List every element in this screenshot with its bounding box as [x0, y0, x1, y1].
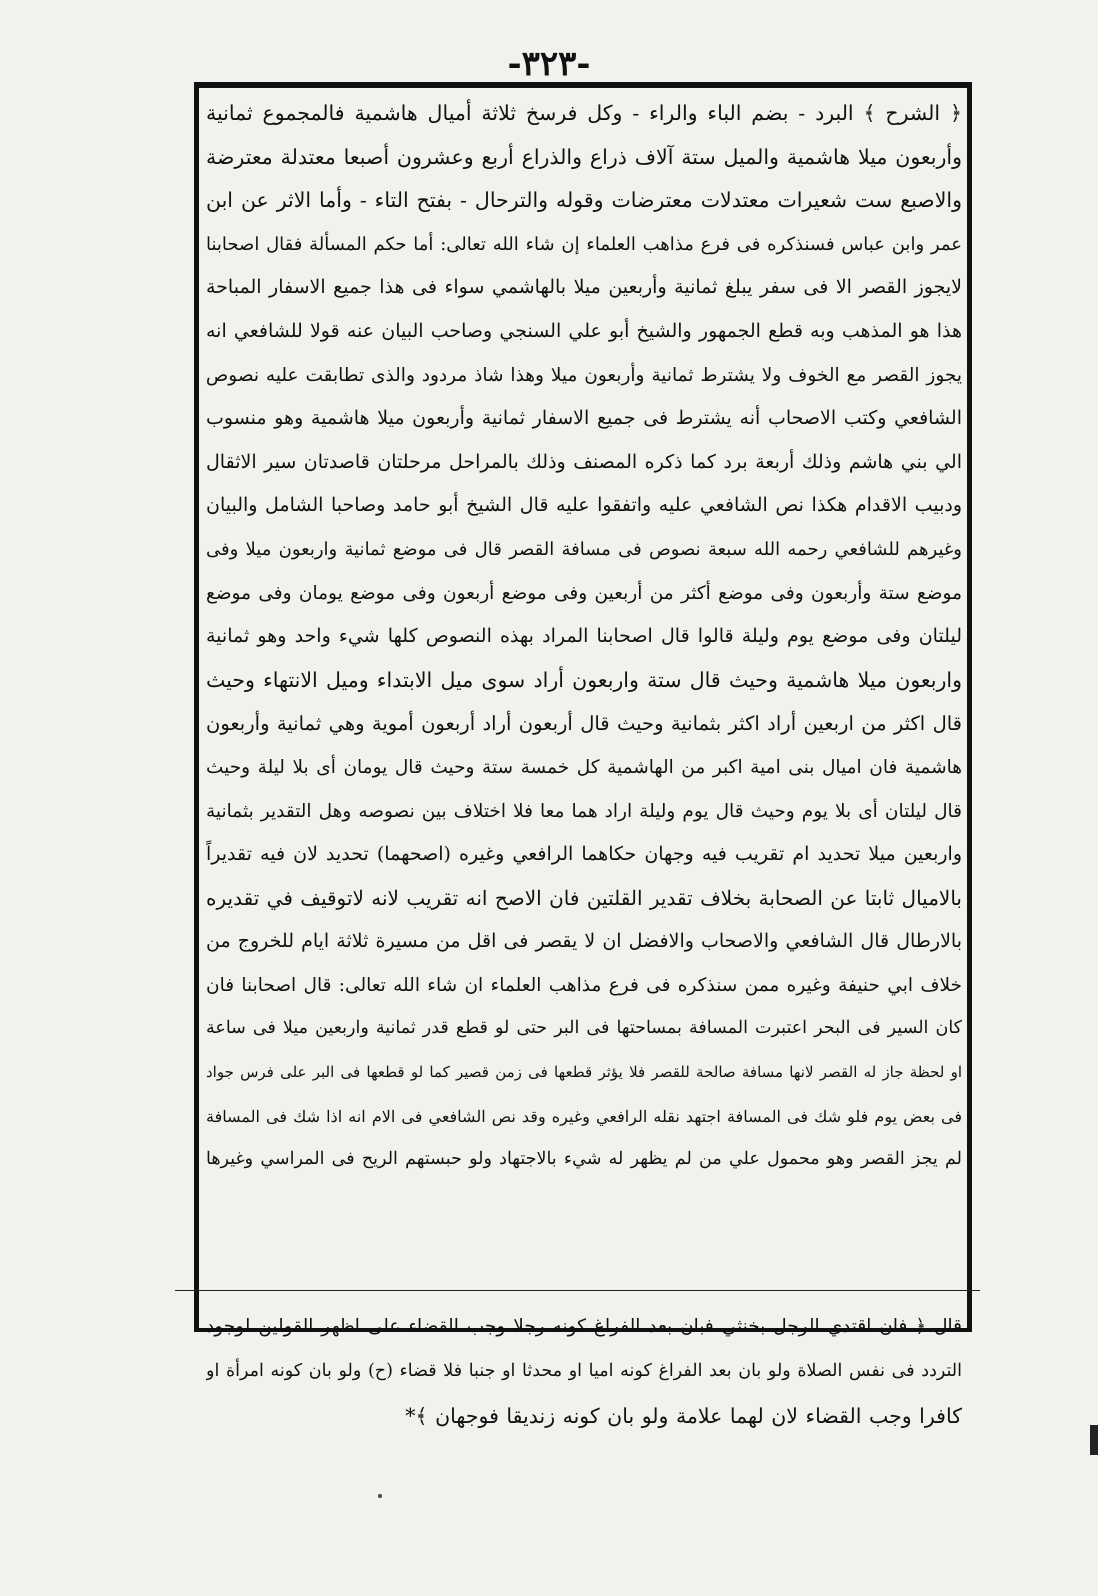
commentary-line: الي بني هاشم وذلك أربعة برد كما ذكره المصنف وذلك بالمراحل مرحلتان قاصدتان سير الاثقال: [206, 450, 962, 473]
commentary-line: يجوز القصر مع الخوف ولا يشترط ثمانية وأربعون ميلا وهذا شاذ مردود والذى تطابقت عليه نصوص: [206, 364, 962, 386]
commentary-line: هاشمية فان اميال بنى امية اكبر من الهاشمية كل خمسة ستة وحيث قال يومان أى بلا ليلة وحيث: [206, 756, 962, 778]
commentary-line: ﴿ الشرح ﴾ البرد - بضم الباء والراء - وكل فرسخ ثلاثة أميال هاشمية فالمجموع ثمانية: [206, 101, 962, 125]
matn-line: كافرا وجب القضاء لان لهما علامة ولو بان كونه زنديقا فوجهان ﴾*: [405, 1404, 962, 1428]
commentary-line: واربعون ميلا هاشمية وحيث قال ستة واربعون أراد سوى ميل الابتداء وميل الانتهاء وحيث: [206, 667, 962, 692]
scan-speck: [378, 1494, 382, 1498]
commentary-line: الشافعي وكتب الاصحاب أنه يشترط فى جميع الاسفار ثمانية وأربعون ميلا هاشمية وهو منسوب: [206, 407, 962, 430]
commentary-line: بالارطال قال الشافعي والاصحاب والافضل ان لا يقصر فى اقل من مسيرة ثلاثة ايام للخروج من: [206, 930, 962, 953]
matn-line: قال ﴿ فان اقتدي الرجل بخنثي فبان بعد الفراغ كونه رجلا وجب القضاء على اظهر القولين لوجود: [206, 1316, 962, 1337]
commentary-line: لم يجز القصر وهو محمول علي من لم يظهر له شيء بالاجتهاد ولو حبستهم الريح فى المراسي وغيرها: [206, 1149, 962, 1170]
commentary-line: والاصبع ست شعيرات معتدلات معترضات وقوله والترحال - بفتح التاء - وأما الاثر عن ابن: [206, 188, 962, 213]
commentary-line: لايجوز القصر الا فى سفر يبلغ ثمانية وأربعين ميلا بالهاشمي سواء فى هذا جميع الاسفار المباحة: [206, 276, 962, 299]
commentary-line: هذا هو المذهب وبه قطع الجمهور والشيخ أبو علي السنجي وصاحب البيان عنه قولا للشافعي انه: [206, 319, 962, 342]
page-number: -٣٢٣-: [507, 44, 591, 84]
commentary-line: وأربعون ميلا هاشمية والميل ستة آلاف ذراع والذراع أربع وعشرون أصبعا معتدلة معترضة: [206, 144, 962, 169]
commentary-line: ودبيب الاقدام هكذا نص الشافعي عليه واتفقوا عليه قال الشيخ أبو حامد وصاحبا الشامل والبيان: [206, 494, 962, 517]
commentary-line: خلاف ابي حنيفة وغيره ممن سنذكره فى فرع مذاهب العلماء ان شاء الله تعالى: قال اصحابنا فان: [206, 974, 962, 996]
commentary-line: او لحظة جاز له القصر لانها مسافة صالحة للقصر فلا يؤثر قطعها فى زمن قصير كما لو قطعها فى البر على فرس جواد: [206, 1063, 962, 1082]
commentary-line: بالاميال ثابتا عن الصحابة بخلاف تقدير القلتين فان الاصح انه تقريب لانه لاتوقيف في تقديره: [206, 885, 962, 910]
commentary-line: واربعين ميلا تحديد ام تقريب فيه وجهان حكاهما الرافعي وغيره (اصحهما) تحديد لان فيه تقديراً: [206, 843, 962, 866]
commentary-line: موضع ستة وأربعون وفى موضع أكثر من أربعين وفى موضع أربعون وفى موضع يومان وفى موضع: [206, 582, 962, 604]
commentary-line: وغيرهم للشافعي رحمه الله سبعة نصوص فى مسافة القصر قال فى موضع ثمانية واربعون ميلا وفى: [206, 538, 962, 560]
commentary-line: فى بعض يوم فلو شك فى المسافة اجتهد نقله الرافعي وغيره وقد نص الشافعي فى الام انه اذا شك فى المسافة: [206, 1106, 962, 1126]
matn-text: [206, 1304, 962, 1439]
section-divider: [175, 1290, 980, 1291]
commentary-text: [206, 92, 962, 1182]
commentary-line: قال ليلتان أى بلا يوم وحيث قال يوم وليلة اراد هما معا فلا اختلاف بين نصوصه وهل التقدير بثمانية: [206, 800, 962, 822]
commentary-line: ليلتان وفى موضع يوم وليلة قالوا قال اصحابنا المراد بهذه النصوص كلها شيء واحد وهو ثمانية: [206, 625, 962, 648]
commentary-line: قال اكثر من اربعين أراد اكثر بثمانية وحيث قال أربعون أراد أربعون أموية وهي ثمانية وأربعون: [206, 712, 962, 736]
commentary-line: عمر وابن عباس فسنذكره فى فرع مذاهب العلماء إن شاء الله تعالى: أما حكم المسألة فقال اصحابنا: [206, 233, 962, 255]
scan-edge-mark: [1090, 1425, 1098, 1455]
matn-line: التردد فى نفس الصلاة ولو بان بعد الفراغ كونه اميا او محدثا او جنبا فلا قضاء (ح) ولو بان كونه امرأة او: [206, 1361, 962, 1381]
commentary-line: كان السير فى البحر اعتبرت المسافة بمساحتها فى البر حتى لو قطع قدر ثمانية واربعين ميلا فى ساعة: [206, 1018, 962, 1039]
